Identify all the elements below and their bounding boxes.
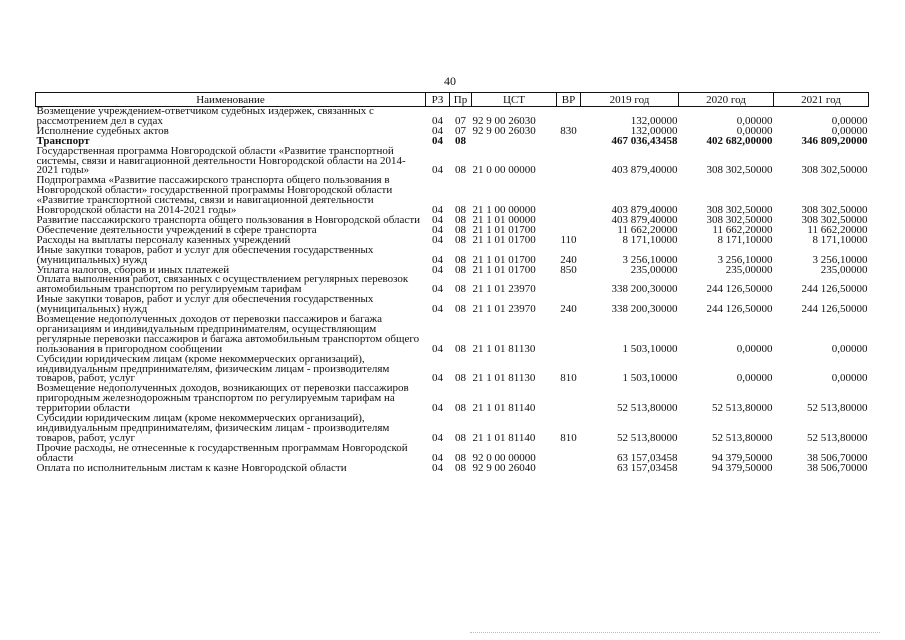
row-name: Возмещение недополученных доходов от перевозки пассажиров и багажа организациям и индивидуальным предпринимателям, осуществляющим регулярные перевозки пассажиров и багажа автомобильным транспортом общего пользования в пригородном сообщении [36, 313, 420, 355]
row-pr: 08 [455, 372, 466, 385]
row-value-2020: 0,00000 [736, 342, 773, 355]
row-rz: 04 [432, 342, 443, 355]
row-value-2019: 52 513,80000 [617, 402, 678, 415]
row-cst: 21 1 01 00000 [472, 213, 536, 226]
row-pr: 08 [455, 253, 466, 266]
row-name: Исполнение судебных актов [36, 124, 169, 137]
row-value-2021: 308 302,50000 [801, 164, 868, 177]
row-rz: 04 [432, 253, 443, 266]
row-vr [557, 147, 581, 177]
row-value-2019: 403 879,40000 [611, 204, 678, 217]
header-2020: 2020 год [679, 93, 774, 107]
row-vr: 810 [560, 372, 577, 385]
row-pr: 08 [455, 204, 466, 217]
row-value-2021: 11 662,20000 [807, 223, 868, 236]
row-value-2021: 244 126,50000 [801, 303, 868, 316]
row-vr [557, 107, 581, 127]
row-vr [557, 275, 581, 295]
row-cst: 92 9 00 26040 [472, 461, 536, 474]
table-row [36, 464, 869, 474]
table-row [36, 315, 869, 355]
row-rz: 04 [432, 213, 443, 226]
row-vr [557, 444, 581, 464]
row-pr: 08 [455, 263, 466, 276]
row-name: Подпрограмма «Развитие пассажирского транспорта общего пользования в Новгородской области» государственной программы Новгородской области «Развитие транспортной системы, связи и навигационной деятельности Новгородской области на 2014-2021 годы» [36, 174, 393, 217]
row-value-2019: 8 171,10000 [622, 233, 678, 246]
row-cst: 21 1 01 01700 [472, 223, 536, 236]
table-row [36, 444, 869, 464]
row-rz: 04 [432, 283, 443, 296]
row-value-2020: 3 256,10000 [717, 253, 773, 266]
row-value-2021: 38 506,70000 [807, 461, 868, 474]
row-value-2020: 308 302,50000 [706, 204, 773, 217]
row-value-2019: 63 157,03458 [617, 461, 678, 474]
table-body [36, 107, 869, 474]
header-name: Наименование [36, 93, 426, 107]
row-name: Уплата налогов, сборов и иных платежей [36, 263, 230, 276]
table-row [36, 384, 869, 414]
row-rz: 04 [432, 223, 443, 236]
row-value-2021: 52 513,80000 [807, 402, 868, 415]
row-name: Оплата по исполнительным листам к казне Новгородской области [36, 461, 347, 474]
scan-artifact-line [470, 632, 880, 633]
table-row [36, 147, 869, 177]
row-vr: 240 [560, 253, 577, 266]
row-pr: 08 [455, 461, 466, 474]
row-value-2021: 38 506,70000 [807, 451, 868, 464]
row-pr: 08 [455, 451, 466, 464]
row-cst [472, 137, 557, 147]
row-value-2020: 244 126,50000 [706, 303, 773, 316]
row-vr: 850 [560, 263, 577, 276]
row-value-2021: 0,00000 [831, 124, 868, 137]
table-row [36, 176, 869, 216]
row-rz: 04 [432, 402, 443, 415]
row-value-2019: 235,00000 [630, 263, 678, 276]
row-value-2021: 0,00000 [831, 372, 868, 385]
row-value-2021: 244 126,50000 [801, 283, 868, 296]
row-name: Государственная программа Новгородской области «Развитие транспортной системы, связи и навигационной деятельности Новгородской области на 2014-2021 годы» [36, 144, 406, 177]
row-name: Транспорт [36, 134, 90, 147]
header-2021: 2021 год [774, 93, 869, 107]
row-value-2019: 132,00000 [630, 114, 678, 127]
row-pr: 08 [455, 164, 466, 177]
row-pr: 08 [455, 213, 466, 226]
row-cst: 92 9 00 26030 [472, 124, 536, 137]
row-pr: 08 [455, 134, 466, 147]
row-pr: 08 [455, 303, 466, 316]
row-value-2021: 346 809,20000 [801, 134, 868, 147]
row-pr: 08 [455, 402, 466, 415]
row-rz: 04 [432, 451, 443, 464]
row-name: Оплата выполнения работ, связанных с осуществлением регулярных перевозок автомобильным транспортом по регулируемым тарифам [36, 273, 409, 296]
row-vr [557, 176, 581, 216]
row-pr: 08 [455, 342, 466, 355]
row-cst: 21 1 01 81140 [472, 402, 536, 415]
row-rz: 04 [432, 134, 443, 147]
table-row [36, 355, 869, 385]
row-name: Иные закупки товаров, работ и услуг для обеспечения государственных (муниципальных) нужд [36, 293, 374, 316]
row-value-2021: 235,00000 [820, 263, 868, 276]
row-value-2021: 0,00000 [831, 114, 868, 127]
row-value-2021: 52 513,80000 [807, 431, 868, 444]
row-value-2021: 308 302,50000 [801, 213, 868, 226]
row-value-2020: 0,00000 [736, 124, 773, 137]
row-cst: 21 1 01 23970 [472, 303, 536, 316]
row-rz: 04 [432, 263, 443, 276]
row-name: Иные закупки товаров, работ и услуг для обеспечения государственных (муниципальных) нужд [36, 243, 374, 266]
row-rz: 04 [432, 114, 443, 127]
row-pr: 08 [455, 431, 466, 444]
row-cst: 21 1 01 23970 [472, 283, 536, 296]
row-rz: 04 [432, 303, 443, 316]
row-rz: 04 [432, 233, 443, 246]
row-vr [557, 464, 581, 474]
row-value-2020: 308 302,50000 [706, 164, 773, 177]
row-pr: 07 [455, 124, 466, 137]
row-cst: 21 0 00 00000 [472, 164, 536, 177]
row-rz: 04 [432, 164, 443, 177]
row-vr: 830 [560, 124, 577, 137]
row-value-2021: 8 171,10000 [812, 233, 868, 246]
row-name: Возмещение недополученных доходов, возникающих от перевозки пассажиров пригородным железнодорожным транспортом по регулируемым тарифам на территории области [36, 382, 409, 415]
page-number: 40 [444, 74, 456, 88]
row-value-2020: 244 126,50000 [706, 283, 773, 296]
row-cst: 21 1 01 81130 [472, 372, 536, 385]
header-vr: ВР [557, 93, 581, 107]
header-2019: 2019 год [581, 93, 679, 107]
row-vr [557, 384, 581, 414]
table-row [36, 107, 869, 127]
row-rz: 04 [432, 431, 443, 444]
row-rz: 04 [432, 372, 443, 385]
row-value-2019: 3 256,10000 [622, 253, 678, 266]
row-value-2019: 132,00000 [630, 124, 678, 137]
row-vr: 810 [560, 431, 577, 444]
row-value-2020: 8 171,10000 [717, 233, 773, 246]
row-name: Обеспечение деятельности учреждений в сфере транспорта [36, 223, 317, 236]
row-name: Развитие пассажирского транспорта общего пользования в Новгородской области [36, 213, 421, 226]
row-cst: 21 1 01 01700 [472, 253, 536, 266]
row-value-2020: 94 379,50000 [712, 451, 773, 464]
row-vr: 110 [560, 233, 577, 246]
row-value-2019: 63 157,03458 [617, 451, 678, 464]
row-cst: 92 9 00 26030 [472, 114, 536, 127]
row-value-2020: 235,00000 [725, 263, 773, 276]
row-value-2019: 52 513,80000 [617, 431, 678, 444]
row-name: Расходы на выплаты персоналу казенных учреждений [36, 233, 291, 246]
row-vr [557, 216, 581, 226]
row-cst: 21 1 00 00000 [472, 204, 536, 217]
row-value-2020: 0,00000 [736, 372, 773, 385]
row-rz: 04 [432, 124, 443, 137]
row-cst: 21 1 01 81130 [472, 342, 536, 355]
row-cst: 21 1 01 81140 [472, 431, 536, 444]
row-name: Возмещение учреждением-ответчиком судебных издержек, связанных с рассмотрением дел в судах [36, 105, 374, 127]
header-pr: Пр [450, 93, 472, 107]
row-cst: 21 1 01 01700 [472, 263, 536, 276]
row-value-2020: 402 682,00000 [706, 134, 773, 147]
row-value-2019: 403 879,40000 [611, 164, 678, 177]
table-row [36, 246, 869, 266]
row-value-2019: 467 036,43458 [611, 134, 678, 147]
table-row [36, 414, 869, 444]
row-rz: 04 [432, 461, 443, 474]
row-vr [557, 137, 581, 147]
row-cst: 21 1 01 01700 [472, 233, 536, 246]
row-value-2020: 94 379,50000 [712, 461, 773, 474]
row-rz: 04 [432, 204, 443, 217]
row-name: Прочие расходы, не отнесенные к государственным программам Новгородской области [36, 441, 408, 464]
row-value-2020: 52 513,80000 [712, 431, 773, 444]
row-pr: 08 [455, 223, 466, 236]
row-vr [557, 315, 581, 355]
row-pr: 07 [455, 114, 466, 127]
row-value-2020: 52 513,80000 [712, 402, 773, 415]
row-cst: 92 0 00 00000 [472, 451, 536, 464]
row-value-2020: 308 302,50000 [706, 213, 773, 226]
budget-table [35, 92, 869, 474]
row-value-2020: 11 662,20000 [712, 223, 773, 236]
header-rz: РЗ [426, 93, 450, 107]
row-value-2019: 11 662,20000 [617, 223, 678, 236]
header-cst: ЦСТ [472, 93, 557, 107]
row-value-2021: 3 256,10000 [812, 253, 868, 266]
row-value-2021: 0,00000 [831, 342, 868, 355]
row-name: Субсидии юридическим лицам (кроме некоммерческих организаций), индивидуальным предпринимателям, физическим лицам - производителям товаров, работ, услуг [36, 412, 390, 444]
row-value-2019: 1 503,10000 [622, 372, 678, 385]
row-value-2019: 338 200,30000 [611, 283, 678, 296]
row-value-2020: 0,00000 [736, 114, 773, 127]
row-pr: 08 [455, 283, 466, 296]
row-value-2021: 308 302,50000 [801, 204, 868, 217]
row-value-2019: 403 879,40000 [611, 213, 678, 226]
row-name: Субсидии юридическим лицам (кроме некоммерческих организаций), индивидуальным предпринимателям, физическим лицам - производителям товаров, работ, услуг [36, 352, 390, 385]
row-value-2019: 1 503,10000 [622, 342, 678, 355]
row-vr: 240 [560, 303, 577, 316]
row-pr: 08 [455, 233, 466, 246]
row-value-2019: 338 200,30000 [611, 303, 678, 316]
